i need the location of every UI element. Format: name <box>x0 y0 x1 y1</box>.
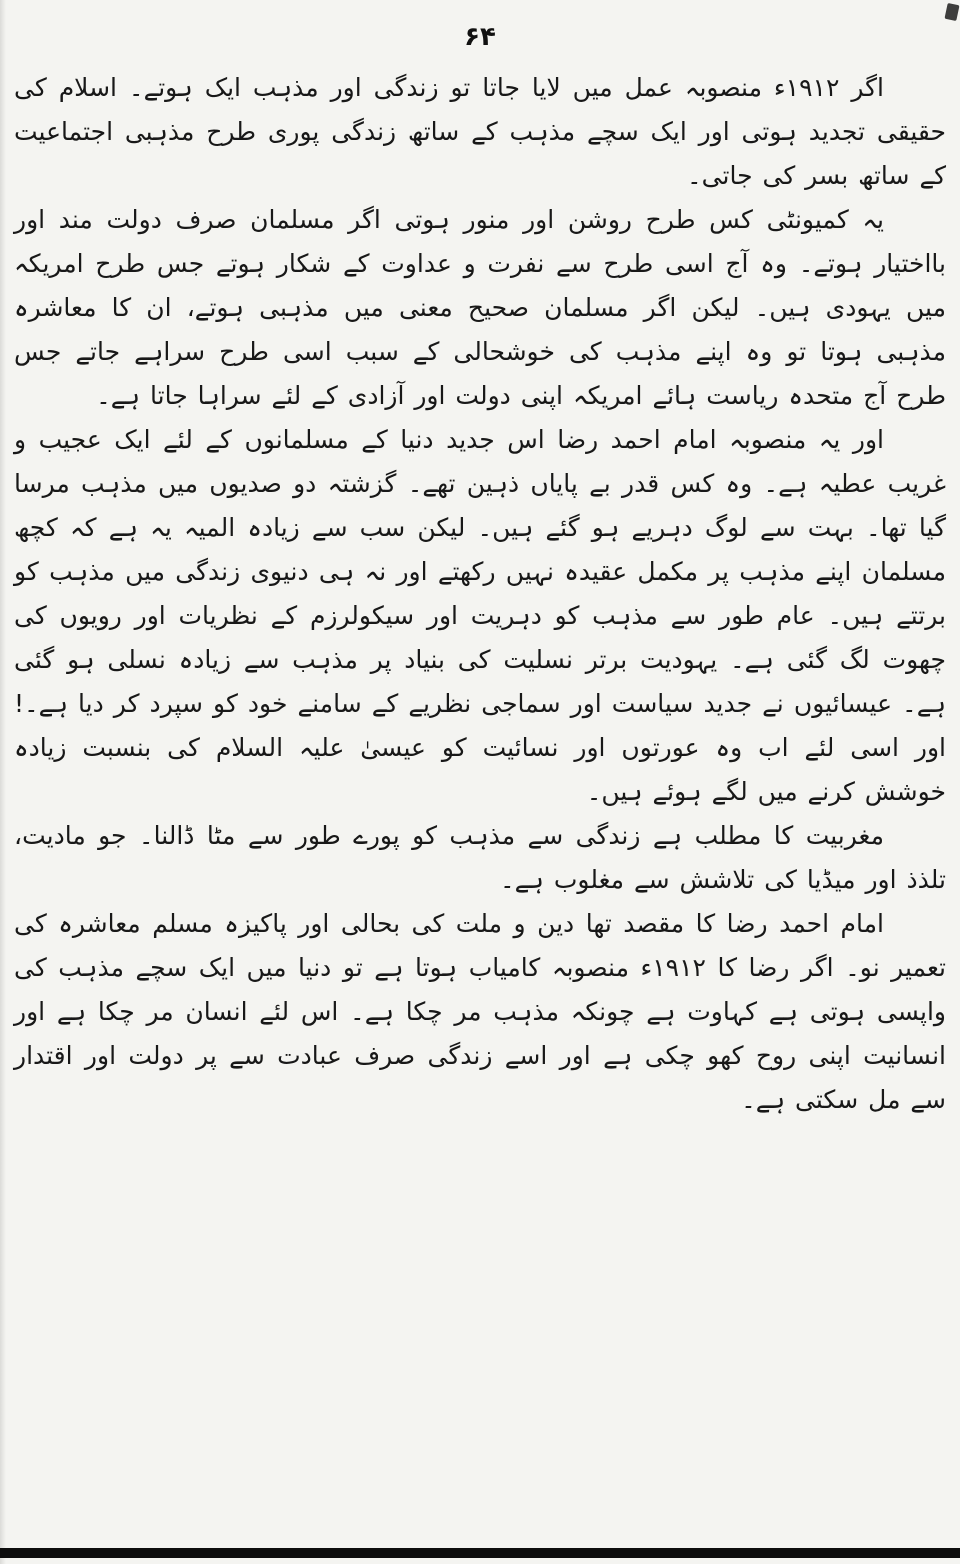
paragraph-3: اور یہ منصوبہ امام احمد رضا اس جدید دنیا کے مسلمانوں کے لئے ایک عجیب و غریب عطیہ ہے۔ وہ کس قدر بے پایاں ذہین تھے۔ گزشتہ دو صدیوں میں مذہب مرسا گیا تھا۔ بہت سے لوگ دہریے ہو گئے ہیں۔ لیکن سب سے زیادہ المیہ یہ ہے کہ کچھ مسلمان اپنے مذہب پر مکمل عقیدہ نہیں رکھتے اور نہ ہی دنیوی زندگی میں مذہب کو برتتے ہیں۔ عام طور سے مذہب کو دہریت اور سیکولرزم کے نظریات اور رویوں کی چھوت لگ گئی ہے۔ یہودیت برتر نسلیت کی بنیاد پر مذہب سے زیادہ نسلی ہو گئی ہے۔ عیسائیوں نے جدید سیاست اور سماجی نظریے کے سامنے خود کو سپرد کر دیا ہے۔! اور اسی لئے اب وہ عورتوں اور نسائیت کو عیسیٰ علیہ السلام کی بنسبت زیادہ خوشش کرنے میں لگے ہوئے ہیں۔ <box>14 425 946 806</box>
scan-artifact-bottom-bar <box>0 1548 960 1558</box>
paragraph-4: مغربیت کا مطلب ہے زندگی سے مذہب کو پورے طور سے مٹا ڈالنا۔ جو مادیت، تلذذ اور میڈیا کی تلاشش سے مغلوب ہے۔ <box>14 821 946 894</box>
page-body-text <box>14 66 946 1122</box>
paragraph-5: امام احمد رضا کا مقصد تھا دین و ملت کی بحالی اور پاکیزہ مسلم معاشرہ کی تعمیر نو۔ اگر رضا کا ۱۹۱۲ء منصوبہ کامیاب ہوتا ہے تو دنیا میں ایک سچے مذہب کی واپسی ہوتی ہے کہاوت ہے چونکہ مذہب مر چکا ہے۔ اس لئے انسان مر چکا ہے اور انسانیت اپنی روح کھو چکی ہے اور اسے زندگی صرف عبادت سے پر دولت اور اقتدار سے مل سکتی ہے۔ <box>14 909 946 1114</box>
scan-artifact-corner-mark <box>944 3 959 21</box>
paragraph-2: یہ کمیونٹی کس طرح روشن اور منور ہوتی اگر مسلمان صرف دولت مند اور بااختیار ہوتے۔ وہ آج اسی طرح سے نفرت و عداوت کے شکار ہوتے جس طرح امریکہ میں یہودی ہیں۔ لیکن اگر مسلمان صحیح معنی میں مذہبی ہوتے، ان کا معاشرہ مذہبی ہوتا تو وہ اپنے مذہب کی خوشحالی کے سبب اسی طرح سراہے جاتے جس طرح آج متحدہ ریاست ہائے امریکہ اپنی دولت اور آزادی کے لئے سراہا جاتا ہے۔ <box>14 205 946 410</box>
paragraph-1: اگر ۱۹۱۲ء منصوبہ عمل میں لایا جاتا تو زندگی اور مذہب ایک ہوتے۔ اسلام کی حقیقی تجدید ہوتی اور ایک سچے مذہب کے ساتھ زندگی پوری طرح مذہبی اجتماعیت کے ساتھ بسر کی جاتی۔ <box>14 73 946 190</box>
scan-artifact-edge-shade <box>0 0 6 1564</box>
page-number: ۶۴ <box>464 22 496 52</box>
